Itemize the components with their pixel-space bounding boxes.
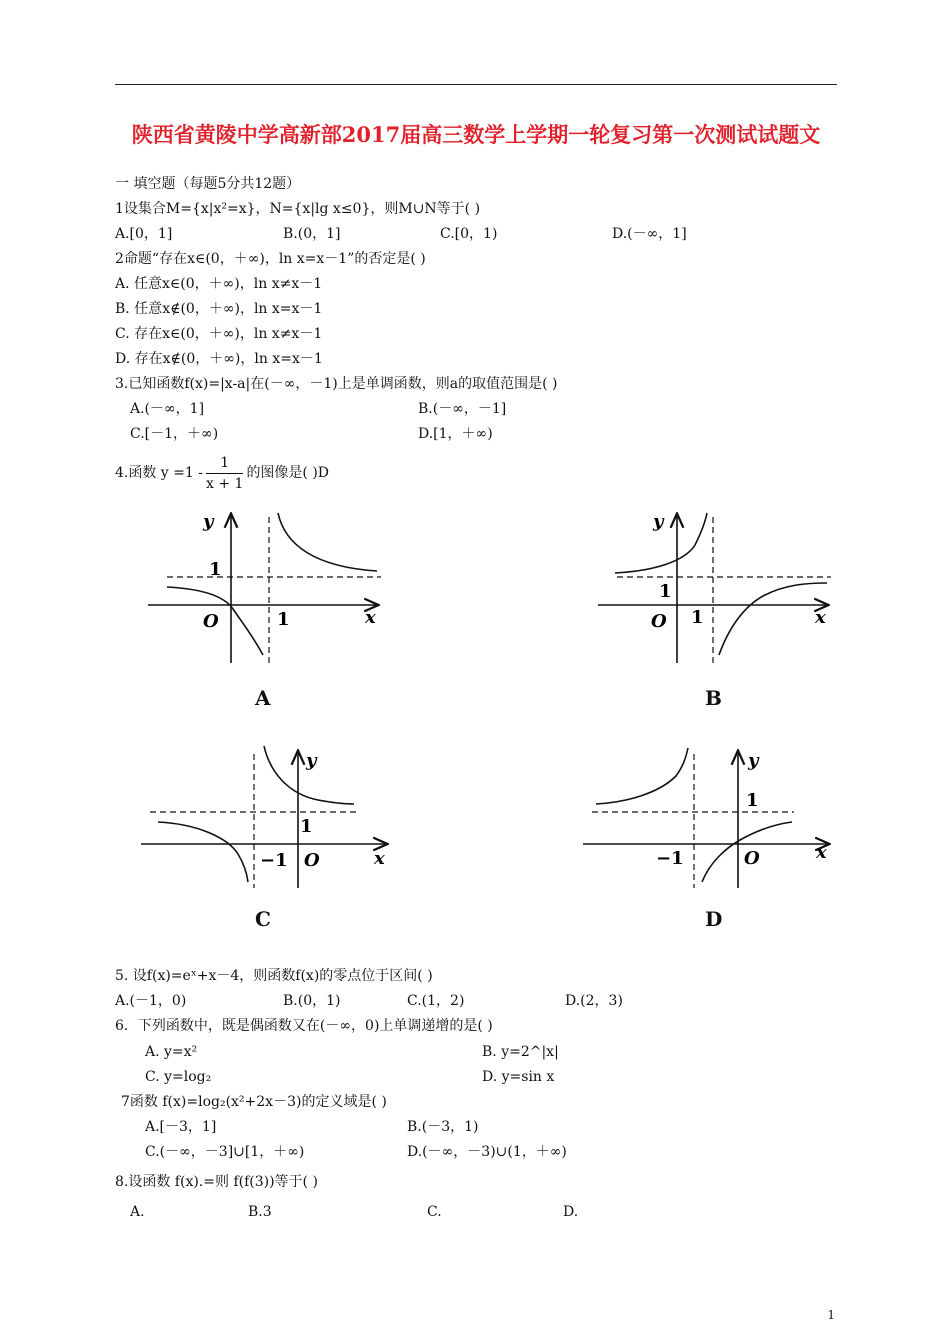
header-rule — [115, 84, 837, 85]
q4-suffix: 的图像是( )D — [246, 465, 330, 481]
q2-option-a: A. 任意x∈(0，＋∞)，ln x≠x－1 — [115, 276, 323, 292]
q1-option-a: A.[0，1] — [115, 226, 173, 242]
graph-c-label: C — [255, 907, 271, 931]
q4-fraction — [206, 453, 243, 494]
q1-option-c: C.[0，1) — [440, 226, 498, 242]
q4-fraction-numerator: 1 — [206, 453, 243, 474]
q1-option-b: B.(0，1] — [283, 226, 341, 242]
q5-option-a: A.(－1，0) — [115, 993, 187, 1009]
q3-option-a: A.(－∞，1] — [130, 401, 205, 417]
q3-stem: 3.已知函数f(x)=|x-a|在(－∞，－1)上是单调函数，则a的取值范围是( ) — [115, 376, 558, 392]
q1-stem: 1设集合M={x|x²=x}，N={x|lg x≤0}，则M∪N等于( ) — [115, 201, 481, 217]
q7-option-c: C.(－∞，－3]∪[1，＋∞) — [145, 1144, 305, 1160]
curve-left-branch — [158, 822, 248, 882]
q2-option-b: B. 任意x∉(0，＋∞)，ln x=x－1 — [115, 301, 323, 317]
x-tick-label: 1 — [277, 609, 290, 630]
q2-stem: 2命题“存在x∈(0，＋∞)，ln x=x－1”的否定是( ) — [115, 251, 426, 267]
q8-option-d: D. — [563, 1204, 579, 1220]
section-heading: 一 填空题（每题5分共12题） — [115, 176, 301, 192]
q3-option-d: D.[1，＋∞) — [418, 426, 493, 442]
x-axis-label: x — [374, 848, 385, 869]
graph-a-label: A — [255, 686, 271, 710]
q3-option-c: C.[－1，＋∞) — [130, 426, 219, 442]
graph-d-label: D — [705, 907, 723, 931]
q3-option-b: B.(－∞，－1] — [418, 401, 507, 417]
q5-option-c: C.(1，2) — [407, 993, 465, 1009]
document-title: 陕西省黄陵中学高新部2017届高三数学上学期一轮复习第一次测试试题文 — [131, 122, 821, 147]
curve-left-branch — [596, 748, 688, 804]
y-axis-label: y — [203, 511, 214, 532]
q8-option-c: C. — [427, 1204, 442, 1220]
q6-option-c: C. y=log₂ — [145, 1069, 212, 1085]
y-axis-label: y — [306, 750, 317, 771]
q5-option-b: B.(0，1) — [283, 993, 341, 1009]
graph-a — [145, 505, 385, 670]
origin-label: O — [651, 611, 667, 632]
x-tick-label: −1 — [656, 848, 684, 869]
q2-option-d: D. 存在x∉(0，＋∞)，ln x=x－1 — [115, 351, 323, 367]
y-one-label: 1 — [209, 559, 222, 580]
origin-label: O — [304, 850, 320, 871]
curve-right-branch — [278, 513, 377, 571]
y-one-label: 1 — [300, 816, 313, 837]
origin-label: O — [203, 611, 219, 632]
page-number: 1 — [827, 1308, 835, 1322]
q7-option-a: A.[－3，1] — [145, 1119, 217, 1135]
x-axis-label: x — [815, 607, 826, 628]
q6-stem: 6．下列函数中，既是偶函数又在(－∞，0)上单调递增的是( ) — [115, 1018, 493, 1034]
y-one-label: 1 — [659, 581, 672, 602]
x-axis-label: x — [816, 842, 827, 863]
graph-d — [580, 742, 835, 890]
q6-option-a: A. y=x² — [145, 1044, 198, 1060]
q5-option-d: D.(2，3) — [565, 993, 623, 1009]
x-tick-label: −1 — [260, 850, 288, 871]
q4-stem — [115, 452, 329, 494]
q2-option-c: C. 存在x∈(0，＋∞)，ln x≠x－1 — [115, 326, 323, 342]
q8-stem: 8.设函数 f(x).=则 f(f(3))等于( ) — [115, 1174, 318, 1190]
y-axis-label: y — [653, 511, 664, 532]
q6-option-b: B. y=2^|x| — [482, 1044, 559, 1060]
q1-option-d: D.(－∞，1] — [612, 226, 687, 242]
origin-label: O — [744, 848, 760, 869]
q7-stem: 7函数 f(x)=log₂(x²+2x－3)的定义域是( ) — [121, 1094, 387, 1110]
q8-option-a: A. — [130, 1204, 145, 1220]
x-axis-label: x — [365, 607, 376, 628]
graph-b-label: B — [705, 686, 722, 710]
q4-fraction-denominator: x + 1 — [206, 475, 244, 492]
y-one-label: 1 — [746, 790, 759, 811]
q5-stem: 5. 设f(x)=eˣ+x－4，则函数f(x)的零点位于区间( ) — [115, 968, 433, 984]
q4-prefix: 4.函数 y =1 - — [115, 465, 203, 481]
curve-right-branch — [719, 583, 827, 655]
graph-b — [595, 505, 835, 670]
q7-option-b: B.(－3，1) — [407, 1119, 479, 1135]
y-axis-label: y — [748, 750, 759, 771]
x-tick-label: 1 — [691, 607, 704, 628]
q8-option-b: B.3 — [248, 1204, 272, 1220]
q7-option-d: D.(－∞，－3)∪(1，＋∞) — [407, 1144, 567, 1160]
graph-c — [138, 742, 393, 890]
q6-option-d: D. y=sin x — [482, 1069, 555, 1085]
